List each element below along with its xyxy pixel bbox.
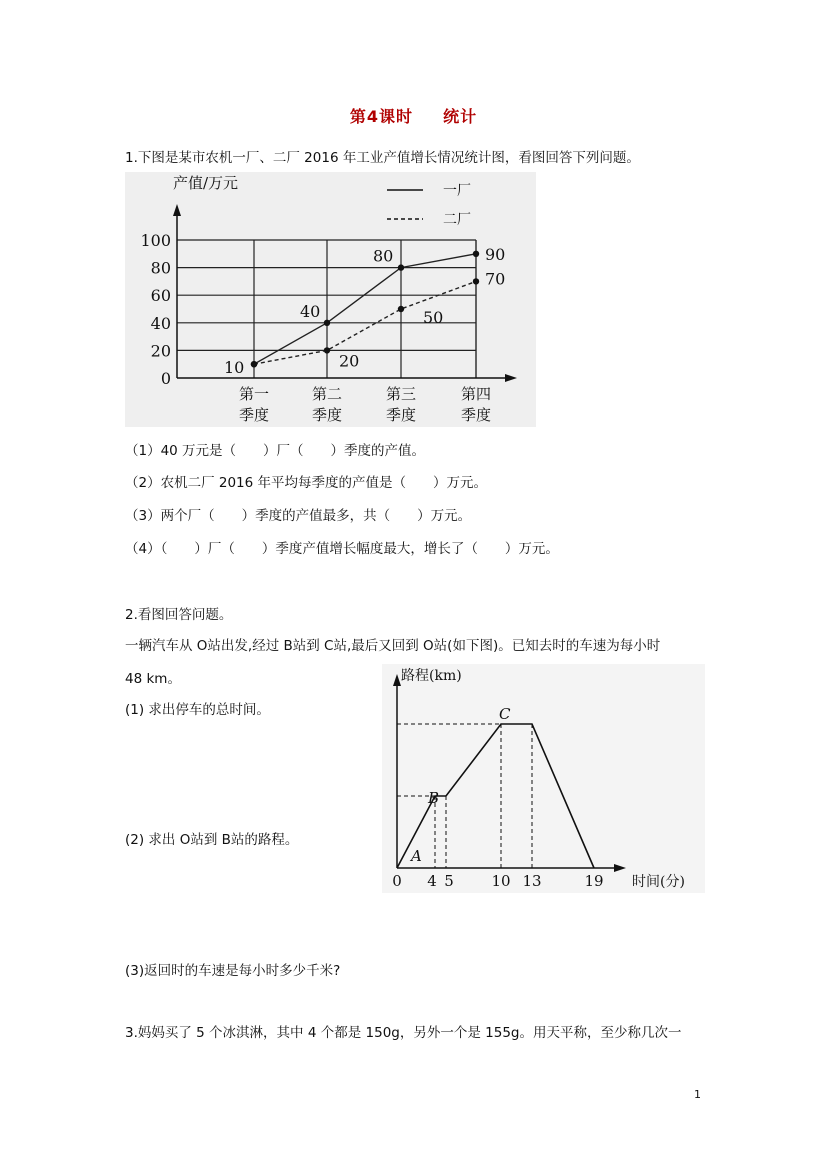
- y-axis-arrow: [173, 204, 181, 216]
- data-label: 40: [300, 301, 321, 321]
- data-point: [251, 361, 257, 367]
- data-label: 70: [485, 269, 506, 289]
- y-axis-arrow: [393, 674, 401, 686]
- data-label: 90: [485, 244, 506, 264]
- lesson-title: 第4课时: [349, 107, 414, 126]
- x-tick-label: 第四: [460, 385, 492, 403]
- q3-text: 3.妈妈买了 5 个冰淇淋，其中 4 个都是 150g，另外一个是 155g。用天平称，至少称几次一: [125, 1025, 682, 1041]
- y-tick-label: 20: [150, 341, 171, 361]
- q2-sub3: (3)返回时的车速是每小时多少千米?: [125, 963, 341, 979]
- y-tick-label: 100: [140, 231, 171, 250]
- data-point: [398, 306, 404, 312]
- lesson-subtitle: 统计: [443, 107, 478, 126]
- q2-sub1: (1) 求出停车的总时间。: [125, 702, 270, 718]
- x-axis-arrow: [614, 864, 626, 872]
- y-axis-title: 路程(km): [401, 668, 462, 684]
- data-label: 10: [224, 358, 245, 378]
- data-label: 20: [339, 351, 360, 371]
- point-label-b: B: [428, 789, 440, 807]
- x-tick-label: 4: [427, 872, 437, 890]
- q2-sub2: (2) 求出 O站到 B站的路程。: [125, 832, 299, 848]
- x-tick-label: 0: [392, 872, 402, 890]
- x-tick-label: 季度: [460, 406, 492, 424]
- x-axis-title: 时间(分): [632, 874, 685, 890]
- data-point: [473, 251, 479, 257]
- y-tick-label: 80: [150, 258, 171, 278]
- q2-line2: 48 km。: [125, 671, 181, 687]
- point-label-a: A: [411, 847, 422, 865]
- y-axis-title: 产值/万元: [173, 174, 239, 192]
- x-tick-label: 季度: [385, 406, 417, 424]
- data-point: [398, 264, 404, 270]
- q1-item-4: （4）（ ）厂（ ）季度产值增长幅度最大，增长了（ ）万元。: [125, 541, 559, 557]
- data-point: [324, 320, 330, 326]
- x-tick-label: 季度: [238, 406, 270, 424]
- y-tick-label: 40: [150, 313, 171, 333]
- data-label: 80: [373, 246, 394, 266]
- y-tick-label: 0: [160, 369, 171, 388]
- x-tick-label: 第二: [311, 385, 343, 403]
- q1-chart-svg: [125, 172, 536, 427]
- q2-intro: 2.看图回答问题。: [125, 607, 233, 623]
- q1-intro: 1.下图是某市农机一厂、二厂 2016 年工业产值增长情况统计图，看图回答下列问题。: [125, 150, 640, 166]
- q1-item-3: （3）两个厂（ ）季度的产值最多，共（ ）万元。: [125, 508, 472, 524]
- x-tick-label: 13: [522, 872, 542, 890]
- page-title: [0, 104, 827, 127]
- q2-line1: 一辆汽车从 O站出发,经过 B站到 C站,最后又回到 O站(如下图)。已知去时的车速为每小时: [125, 638, 661, 654]
- q1-chart: [125, 172, 536, 427]
- y-tick-label: 60: [150, 286, 171, 306]
- data-point: [324, 347, 330, 353]
- q1-item-2: （2）农机二厂 2016 年平均每季度的产值是（ ）万元。: [125, 475, 488, 491]
- x-tick-label: 第三: [385, 385, 417, 403]
- x-tick-label: 季度: [311, 406, 343, 424]
- page-number: 1: [694, 1088, 701, 1101]
- data-point: [473, 278, 479, 284]
- x-tick-label: 10: [491, 872, 511, 890]
- q1-item-1: （1）40 万元是（ ）厂（ ）季度的产值。: [125, 443, 426, 459]
- x-tick-label: 19: [584, 872, 604, 890]
- legend-label: 一厂: [443, 183, 471, 199]
- data-label: 50: [423, 308, 444, 327]
- legend-label: 二厂: [443, 212, 471, 228]
- x-tick-label: 5: [444, 872, 454, 890]
- q2-chart: [382, 664, 705, 893]
- x-axis-arrow: [505, 374, 517, 382]
- q2-chart-svg: [382, 664, 705, 893]
- point-label-c: C: [499, 705, 511, 723]
- x-tick-label: 第一: [238, 385, 270, 403]
